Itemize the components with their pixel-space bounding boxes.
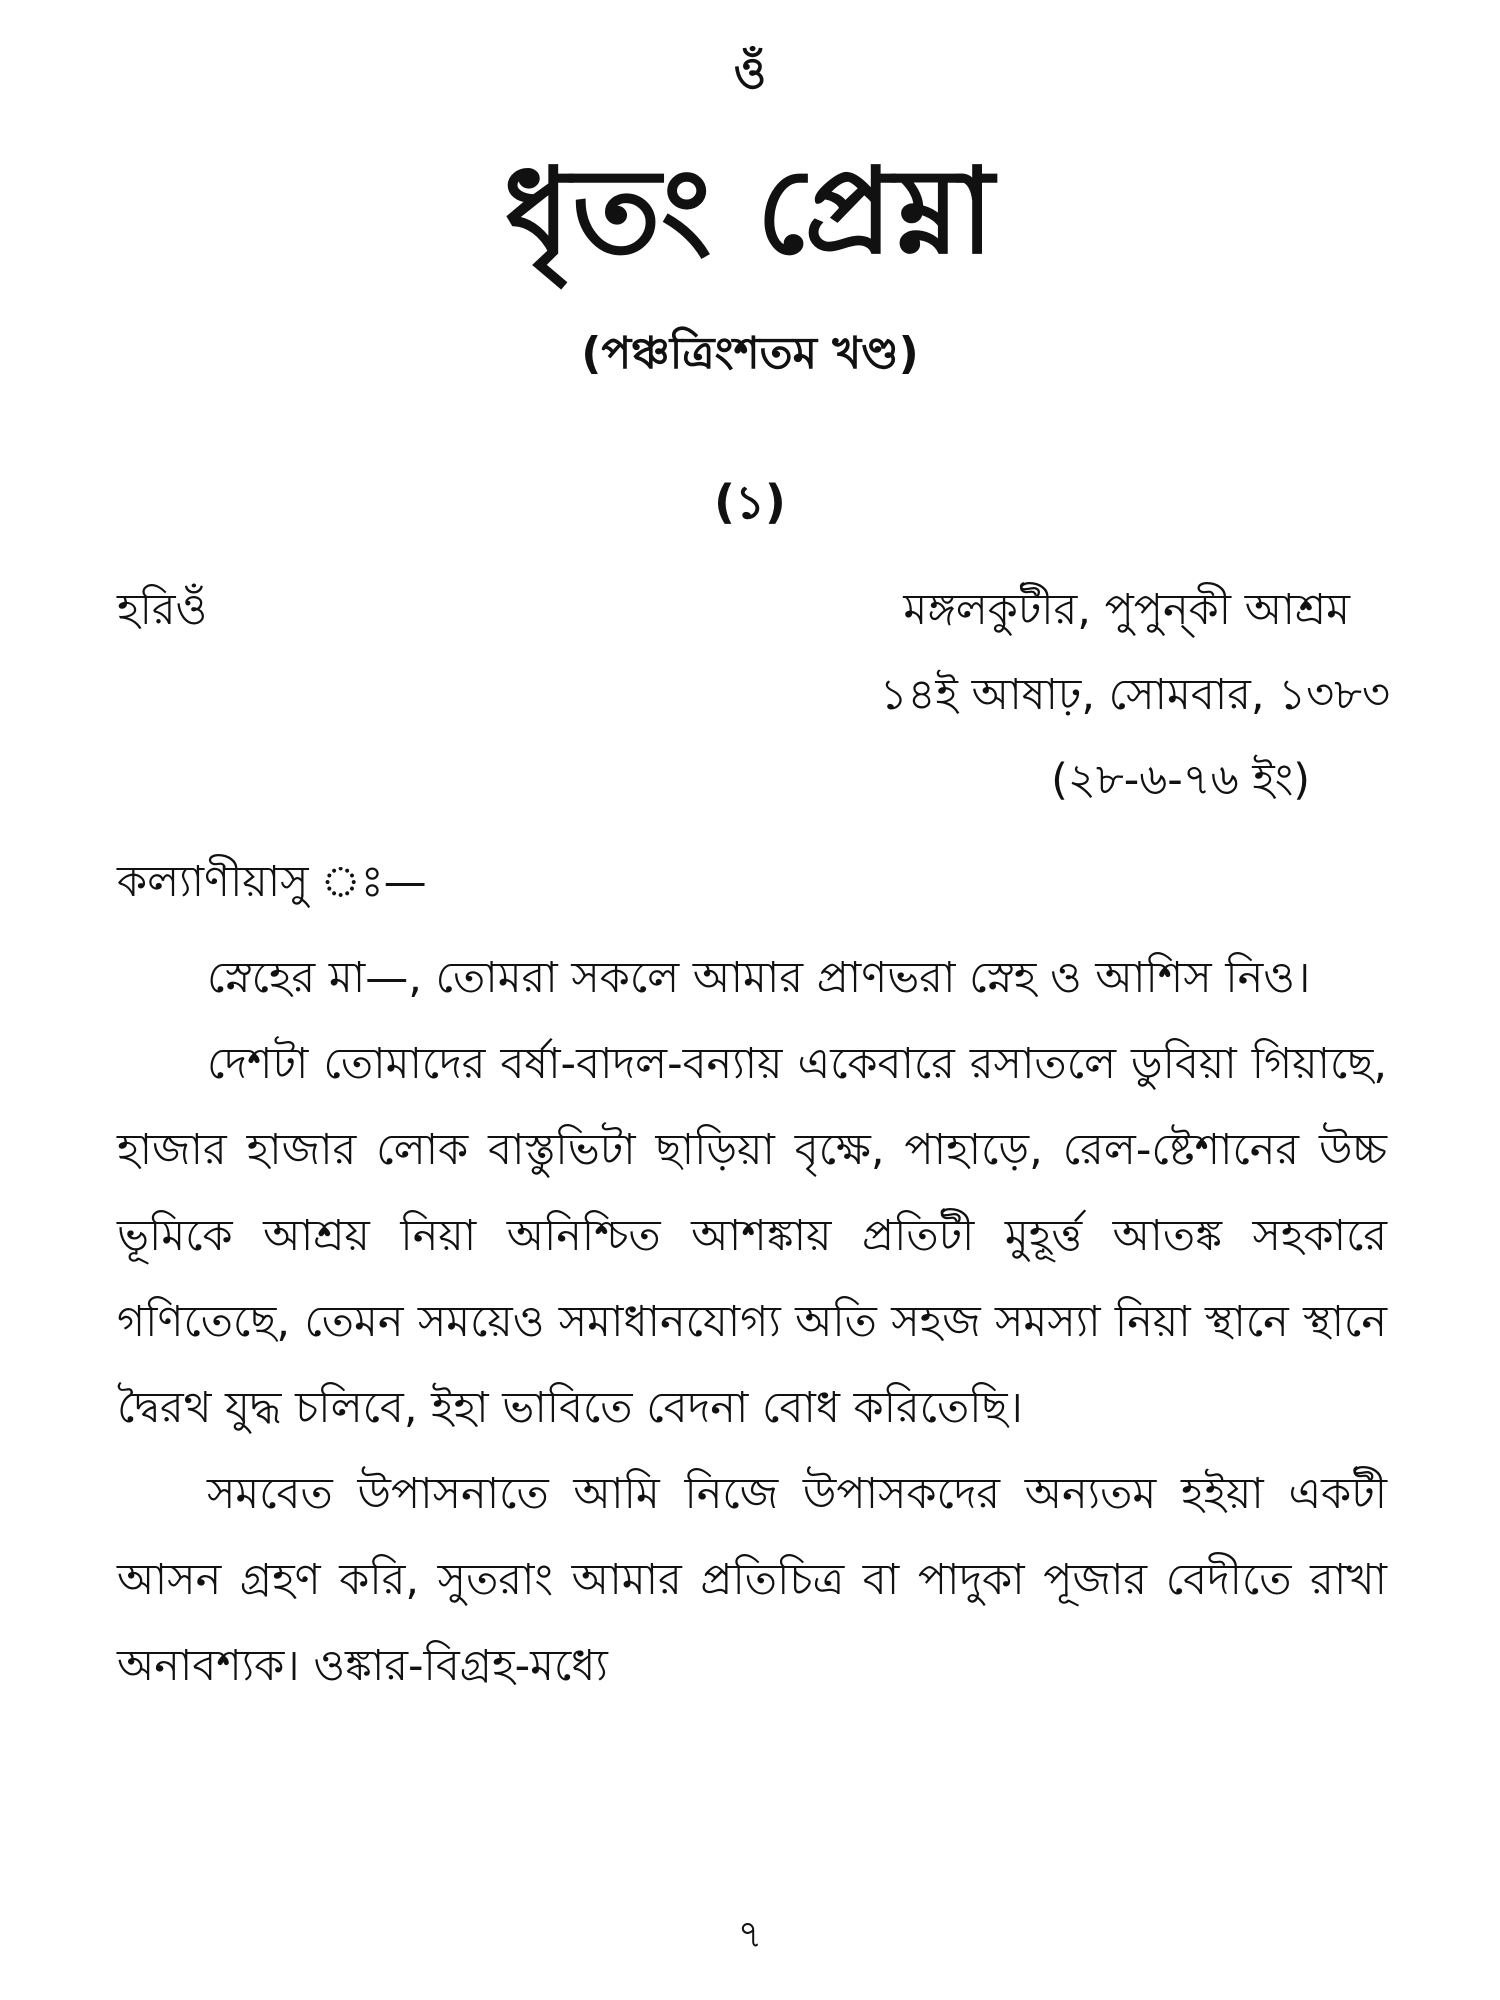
letter-english-date: (২৮-৬-৭৬ ইং) bbox=[1051, 755, 1310, 805]
invocation-greeting: হরিওঁ bbox=[117, 585, 208, 635]
om-symbol: ওঁ bbox=[733, 48, 767, 99]
letter-number: (১) bbox=[714, 475, 786, 529]
letter-place: মঙ্গলকুটীর, পুপুন্‌কী আশ্রম bbox=[903, 585, 1350, 635]
volume-subtitle: (পঞ্চত্রিংশতম খণ্ড) bbox=[581, 328, 919, 379]
letter-body bbox=[117, 935, 1387, 1709]
body-paragraph: সমবেত উপাসনাতে আমি নিজে উপাসকদের অন্যতম হইয়া একটী আসন গ্রহণ করি, সুতরাং আমার প্রতিচিত্র বা পাদুকা পূজার বেদীতে রাখা অনাবশ্যক। ওঙ্কার-বিগ্রহ-মধ্যে bbox=[117, 1469, 1387, 1691]
letter-date: ১৪ই আষাঢ়, সোমবার, ১৩৮৩ bbox=[879, 670, 1390, 720]
page-number: ৭ bbox=[737, 1912, 763, 1956]
salutation: কল্যাণীয়াসু ঃ— bbox=[117, 857, 427, 907]
body-paragraph: স্নেহের মা—, তোমরা সকলে আমার প্রাণভরা স্নেহ ও আশিস নিও। bbox=[207, 953, 1311, 1003]
book-title: ধৃতং প্রেম্না bbox=[504, 142, 996, 280]
body-paragraph: দেশটা তোমাদের বর্ষা-বাদল-বন্যায় একেবারে রসাতলে ডুবিয়া গিয়াছে, হাজার হাজার লোক বাস্তুভিটা ছাড়িয়া বৃক্ষে, পাহাড়ে, রেল-ষ্টেশানের উচ্চ ভূমিকে আশ্রয় নিয়া অনিশ্চিত আশঙ্কায় প্রতিটী মুহূর্ত্ত আতঙ্ক সহকারে গণিতেছে, তেমন সময়েও সমাধানযোগ্য অতি সহজ সমস্যা নিয়া স্থানে স্থানে দ্বৈরথ যুদ্ধ চলিবে, ইহা ভাবিতে বেদনা বোধ করিতেছি। bbox=[117, 1039, 1387, 1433]
